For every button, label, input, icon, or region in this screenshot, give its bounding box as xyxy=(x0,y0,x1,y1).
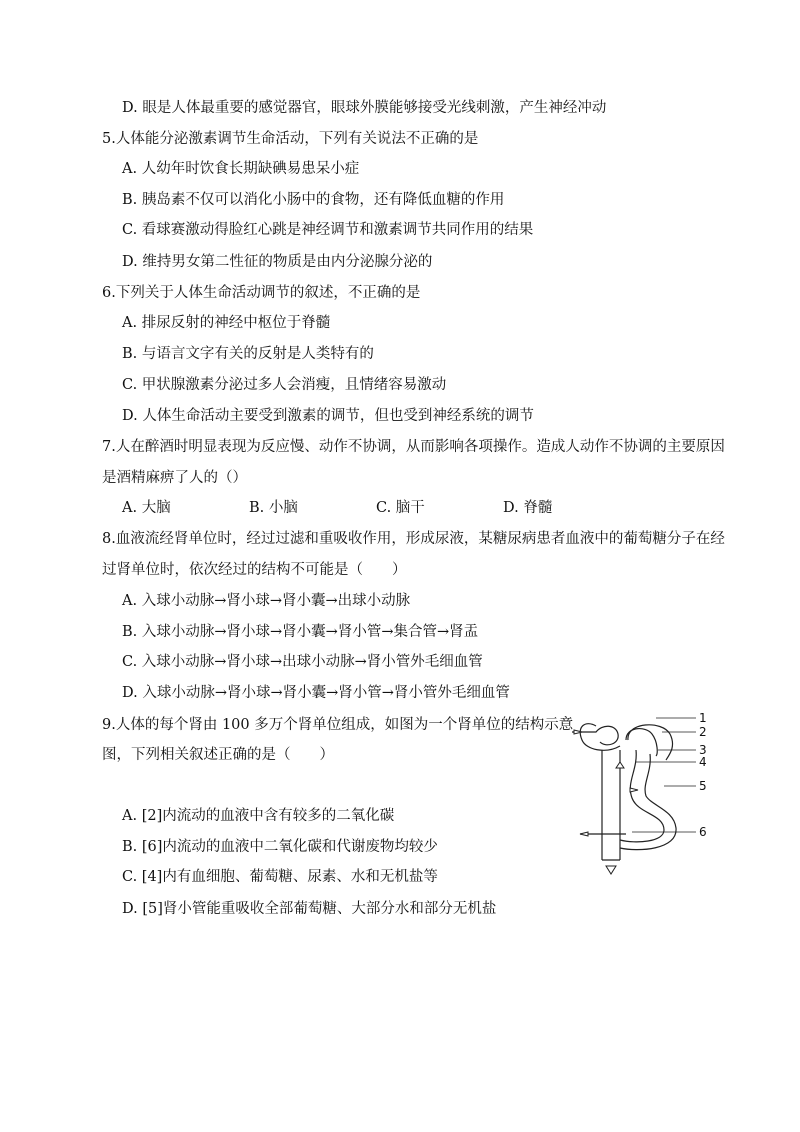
q5-stem: 5.人体能分泌激素调节生命活动，下列有关说法不正确的是 xyxy=(102,131,479,147)
q6-option-d: D. 人体生命活动主要受到激素的调节，但也受到神经系统的调节 xyxy=(122,408,534,424)
q5-option-a: A. 人幼年时饮食长期缺碘易患呆小症 xyxy=(122,161,360,177)
q6-option-a: A. 排尿反射的神经中枢位于脊髓 xyxy=(122,315,331,331)
q5-option-c: C. 看球赛激动得脸红心跳是神经调节和激素调节共同作用的结果 xyxy=(122,222,534,238)
efferent-loop-shape xyxy=(626,729,657,756)
q8-option-d: D. 入球小动脉→肾小球→肾小囊→肾小管→肾小管外毛细血管 xyxy=(122,685,510,701)
q8-option-c: C. 入球小动脉→肾小球→出球小动脉→肾小管外毛细血管 xyxy=(122,654,483,670)
nephron-diagram xyxy=(566,710,716,880)
outflow-arrow-icon xyxy=(580,832,588,836)
q5-option-d: D. 维持男女第二性征的物质是由内分泌腺分泌的 xyxy=(122,254,433,270)
q9-stem-line1: 9.人体的每个肾由 100 多万个肾单位组成，如图为一个肾单位的结构示意 xyxy=(102,717,574,733)
q9-option-d: D. [5]肾小管能重吸收全部葡萄糖、大部分水和部分无机盐 xyxy=(122,901,497,917)
q8-option-b: B. 入球小动脉→肾小球→肾小囊→肾小管→集合管→肾盂 xyxy=(122,624,479,640)
q4-option-d: D. 眼是人体最重要的感觉器官，眼球外膜能够接受光线刺激，产生神经冲动 xyxy=(122,100,607,116)
q8-option-a: A. 入球小动脉→肾小球→肾小囊→出球小动脉 xyxy=(122,593,411,609)
q7-option-a: A. 大脑 xyxy=(122,500,171,516)
q9-option-c: C. [4]内有血细胞、葡萄糖、尿素、水和无机盐等 xyxy=(122,869,438,885)
q5-option-b: B. 胰岛素不仅可以消化小肠中的食物，还有降低血糖的作用 xyxy=(122,192,505,208)
q7-stem-line2: 是酒精麻痹了人的（） xyxy=(102,470,247,486)
q7-stem-line1: 7.人在醉酒时明显表现为反应慢、动作不协调，从而影响各项操作。造成人动作不协调的主要原因 xyxy=(102,439,725,455)
q6-option-c: C. 甲状腺激素分泌过多人会消瘦，且情绪容易激动 xyxy=(122,377,447,393)
q6-stem: 6.下列关于人体生命活动调节的叙述，不正确的是 xyxy=(102,285,421,301)
diagram-label-2: 2 xyxy=(699,725,707,739)
q8-stem-line1: 8.血液流经肾单位时，经过过滤和重吸收作用，形成尿液，某糖尿病患者血液中的葡萄糖分子在经 xyxy=(102,531,725,547)
q9-option-a: A. [2]内流动的血液中含有较多的二氧化碳 xyxy=(122,808,395,824)
q7-option-b: B. 小脑 xyxy=(249,500,298,516)
q9-option-b: B. [6]内流动的血液中二氧化碳和代谢废物均较少 xyxy=(122,839,438,855)
q6-option-b: B. 与语言文字有关的反射是人类特有的 xyxy=(122,346,374,362)
q8-stem-line2: 过肾单位时，依次经过的结构不可能是（ ） xyxy=(102,562,407,578)
q9-stem-line2: 图，下列相关叙述正确的是（ ） xyxy=(102,747,334,763)
q7-option-d: D. 脊髓 xyxy=(503,500,553,516)
diagram-label-5: 5 xyxy=(699,779,707,793)
diagram-label-6: 6 xyxy=(699,825,707,839)
diagram-label-3: 3 xyxy=(699,743,707,757)
urine-arrow-icon xyxy=(606,866,616,874)
renal-tubule-shape xyxy=(620,750,664,842)
inflow-arrow-icon xyxy=(574,730,582,734)
diagram-label-1: 1 xyxy=(699,711,707,725)
q7-options xyxy=(122,498,630,518)
diagram-label-4: 4 xyxy=(699,755,707,769)
afferent-arteriole-shape xyxy=(572,726,618,745)
q7-option-c: C. 脑干 xyxy=(376,500,425,516)
